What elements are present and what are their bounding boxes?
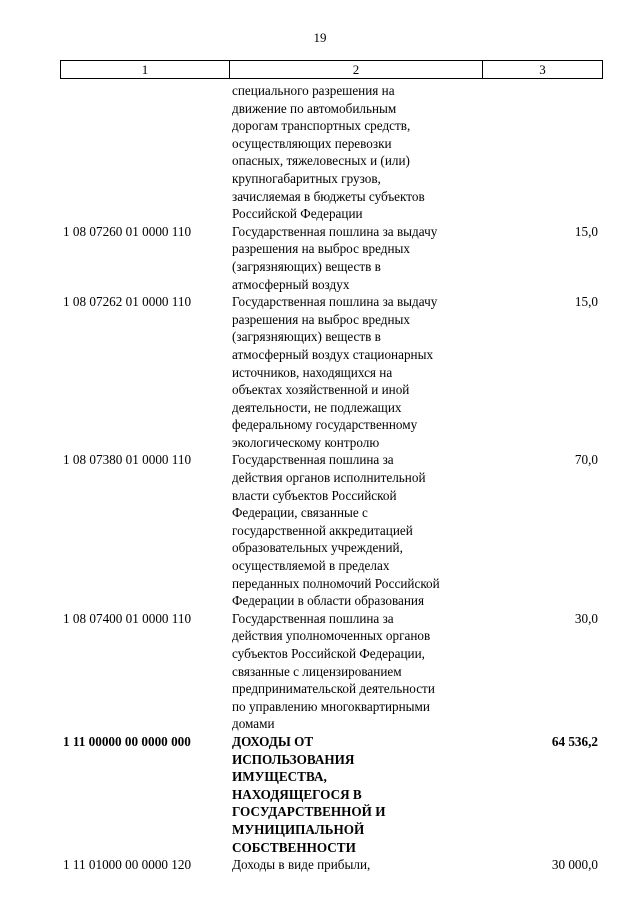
row-code: 1 11 00000 00 0000 000	[63, 733, 191, 749]
row-name-line: Федерации в области образования	[232, 593, 425, 609]
row-name	[232, 733, 484, 856]
row-name-line: Государственная пошлина за выдачу	[232, 223, 438, 239]
row-value: 64 536,2	[551, 733, 598, 749]
row-code: 1 11 01000 00 0000 120	[63, 857, 192, 873]
row-name-line: Доходы в виде прибыли,	[232, 857, 371, 873]
row-name-line: зачисляемая в бюджеты субъектов	[232, 188, 425, 204]
table-header	[60, 60, 603, 79]
row-value: 70,0	[574, 452, 598, 468]
row-name-line: деятельности, не подлежащих	[232, 399, 402, 415]
row-name-line: домами	[232, 716, 275, 732]
row-name-line: связанные с лицензированием	[232, 663, 402, 679]
row-name	[232, 82, 484, 223]
row-name-line: Государственная пошлина за	[232, 610, 394, 626]
row-name-line: (загрязняющих) веществ в	[232, 329, 381, 345]
row-name-line: субъектов Российской Федерации,	[232, 646, 425, 661]
row-value: 30 000,0	[551, 857, 598, 873]
table-row	[60, 82, 603, 223]
table-row	[60, 451, 603, 609]
row-name-line: по управлению многоквартирными	[232, 698, 430, 714]
row-name-line: образовательных учреждений,	[232, 540, 403, 556]
row-name-line: разрешения на выброс вредных	[232, 311, 410, 327]
header-col-1: 1	[61, 61, 230, 78]
header-col-3: 3	[539, 62, 546, 77]
row-name-line: ГОСУДАРСТВЕННОЙ И	[232, 804, 386, 820]
table-row	[60, 610, 603, 733]
row-name-line: движение по автомобильным	[232, 100, 397, 116]
row-name	[232, 856, 484, 874]
row-name-line: объектах хозяйственной и иной	[232, 382, 410, 398]
row-name-line: специального разрешения на	[232, 83, 395, 98]
row-name	[232, 223, 484, 293]
row-code: 1 08 07262 01 0000 110	[63, 294, 192, 310]
row-name-line: крупногабаритных грузов,	[232, 170, 381, 186]
row-value: 30,0	[574, 610, 598, 626]
row-name-line: действия органов исполнительной	[232, 470, 426, 486]
row-name-line: Федерации, связанные с	[232, 505, 368, 521]
row-code: 1 08 07260 01 0000 110	[63, 223, 192, 239]
row-value: 15,0	[574, 223, 598, 239]
row-name-line: экологическому контролю	[232, 434, 380, 450]
row-name-line: осуществляющих перевозки	[232, 135, 392, 151]
table-row	[60, 856, 603, 874]
row-name-line: атмосферный воздух	[232, 276, 350, 292]
table-body	[60, 82, 603, 874]
row-name-line: действия уполномоченных органов	[232, 628, 431, 644]
row-name-line: Государственная пошлина за выдачу	[232, 294, 438, 310]
row-name-line: ДОХОДЫ ОТ	[232, 733, 314, 749]
row-name-line: переданных полномочий Российской	[232, 575, 440, 591]
row-name-line: атмосферный воздух стационарных	[232, 346, 434, 362]
table-row	[60, 733, 603, 856]
row-name-line: государственной аккредитацией	[232, 522, 413, 538]
row-name	[232, 451, 484, 609]
row-name-line: ИМУЩЕСТВА,	[232, 769, 327, 785]
row-name-line: федеральному государственному	[232, 417, 418, 433]
row-code: 1 08 07380 01 0000 110	[63, 452, 192, 468]
row-name	[232, 610, 484, 733]
table-row	[60, 293, 603, 451]
table-row	[60, 223, 603, 293]
row-name	[232, 293, 484, 451]
row-name-line: предпринимательской деятельности	[232, 681, 435, 697]
row-name-line: осуществляемой в пределах	[232, 558, 390, 574]
row-code: 1 08 07400 01 0000 110	[63, 610, 192, 626]
row-value: 15,0	[574, 294, 598, 310]
row-name-line: опасных, тяжеловесных и (или)	[232, 153, 410, 169]
row-name-line: СОБСТВЕННОСТИ	[232, 839, 356, 855]
row-name-line: Российской Федерации	[232, 206, 363, 222]
row-name-line: Государственная пошлина за	[232, 452, 394, 468]
header-col-2: 2	[230, 61, 483, 78]
row-name-line: НАХОДЯЩЕГОСЯ В	[232, 786, 362, 802]
row-name-line: ИСПОЛЬЗОВАНИЯ	[232, 751, 355, 767]
row-name-line: дорогам транспортных средств,	[232, 118, 411, 134]
row-name-line: МУНИЦИПАЛЬНОЙ	[232, 821, 365, 837]
row-name-line: разрешения на выброс вредных	[232, 241, 410, 257]
row-name-line: власти субъектов Российской	[232, 487, 397, 503]
row-name-line: (загрязняющих) веществ в	[232, 258, 381, 274]
page-number: 19	[313, 30, 327, 45]
row-name-line: источников, находящихся на	[232, 364, 393, 380]
